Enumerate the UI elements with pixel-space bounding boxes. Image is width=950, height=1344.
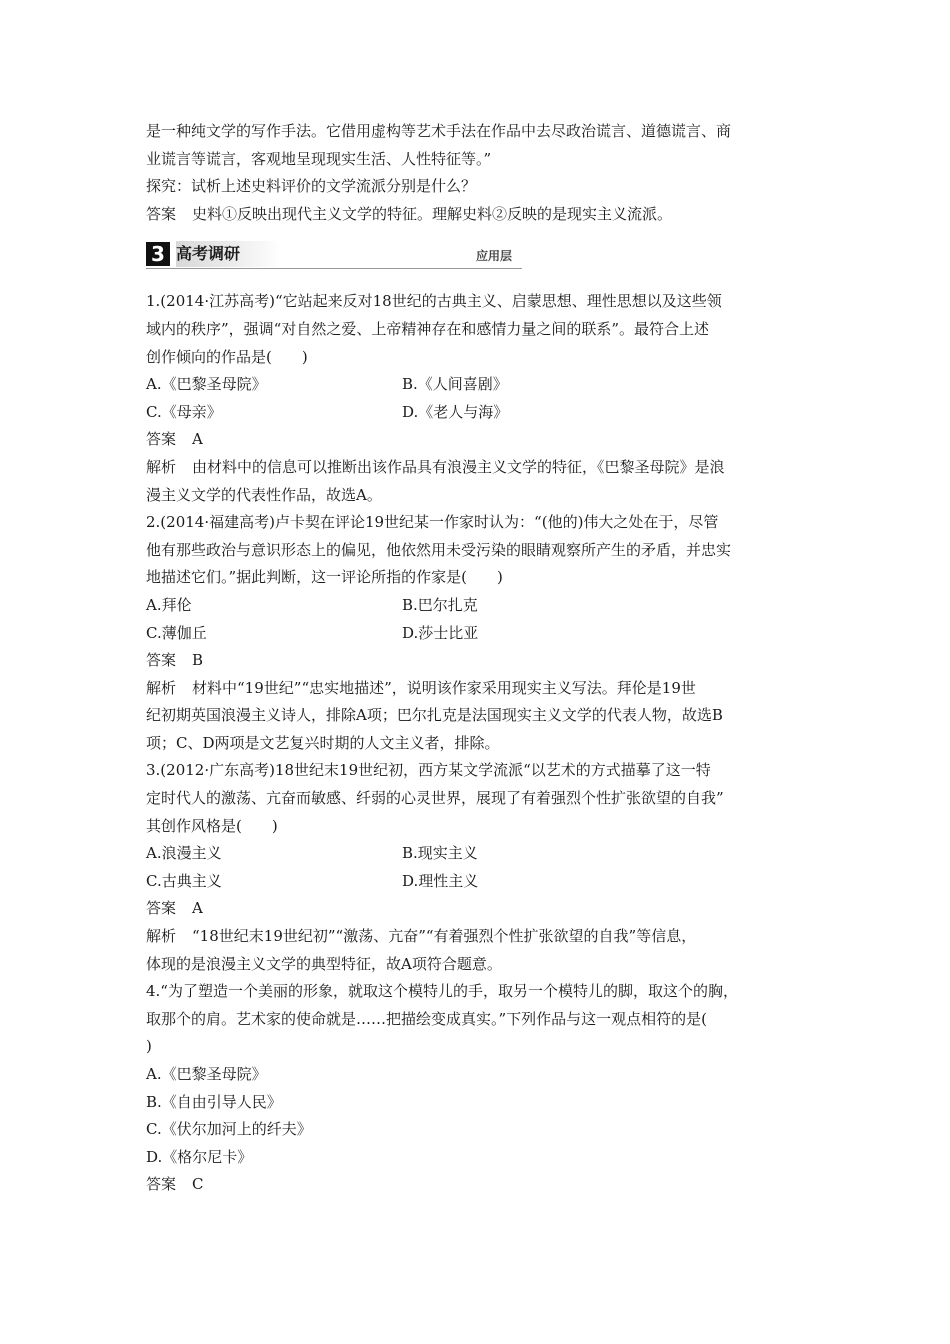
question-stem: 1.(2014·江苏高考)“它站起来反对18世纪的古典主义、启蒙思想、理性思想以及这些领: [146, 292, 722, 311]
section-title: 高考调研: [176, 241, 280, 267]
option-c: C.古典主义: [146, 871, 222, 890]
options-row: [146, 399, 812, 427]
answer-line: [146, 895, 812, 923]
document-content: [146, 118, 812, 1199]
intro-question: 探究：试析上述史料评价的文学流派分别是什么？: [146, 177, 477, 196]
options-row: [146, 592, 812, 620]
options-row: [146, 620, 812, 648]
analysis-line: [146, 923, 812, 951]
analysis-text: 体现的是浪漫主义文学的典型特征，故A项符合题意。: [146, 954, 502, 973]
analysis-tag: 解析: [146, 457, 177, 476]
answer-value: A: [192, 899, 203, 918]
analysis-line: [146, 454, 812, 482]
section-rule: [146, 268, 522, 269]
question-stem: ): [146, 1037, 152, 1056]
options-row: [146, 371, 812, 399]
answer-line: [146, 426, 812, 454]
intro-line: 业谎言等谎言，客观地呈现现实生活、人性特征等。”: [146, 149, 492, 168]
option-a: A.《巴黎圣母院》: [146, 375, 267, 394]
analysis-tag: 解析: [146, 678, 177, 697]
option-d: D.《老人与海》: [402, 402, 509, 421]
answer-tag: 答案: [146, 204, 177, 223]
answer-value: C: [192, 1175, 204, 1194]
option-b: B.《人间喜剧》: [402, 375, 508, 394]
option-c: C.薄伽丘: [146, 623, 207, 642]
question-3: [146, 757, 812, 978]
option-b: B.《自由引导人民》: [146, 1092, 282, 1111]
analysis-tag: 解析: [146, 927, 177, 946]
answer-line: [146, 1171, 812, 1199]
analysis-text: 纪初期英国浪漫主义诗人，排除A项；巴尔扎克是法国现实主义文学的代表人物，故选B: [146, 706, 723, 725]
analysis-line: [146, 675, 812, 703]
question-4: [146, 978, 812, 1199]
analysis-text: 项；C、D两项是文艺复兴时期的人文主义者，排除。: [146, 733, 500, 752]
option-a: A.浪漫主义: [146, 844, 222, 863]
question-stem: 定时代人的激荡、亢奋而敏感、纤弱的心灵世界，展现了有着强烈个性扩张欲望的自我”: [146, 789, 724, 808]
answer-value: B: [192, 651, 204, 670]
question-stem: 其创作风格是( ): [146, 816, 278, 835]
option-c: C.《伏尔加河上的纤夫》: [146, 1120, 312, 1139]
answer-tag: 答案: [146, 430, 177, 449]
option-b: B.巴尔扎克: [402, 595, 478, 614]
question-stem: 3.(2012·广东高考)18世纪末19世纪初，西方某文学流派“以艺术的方式描摹了这一特: [146, 761, 711, 780]
option-a: A.《巴黎圣母院》: [146, 1065, 267, 1083]
answer-line: [146, 647, 812, 675]
section-level: 应用层: [476, 249, 513, 264]
intro-line: 是一种纯文学的写作手法。它借用虚构等艺术手法在作品中去尽政治谎言、道德谎言、商: [146, 122, 732, 140]
question-stem: 2.(2014·福建高考)卢卡契在评论19世纪某一作家时认为：“(他的)伟大之处在于，尽管: [146, 513, 719, 532]
answer-tag: 答案: [146, 1175, 177, 1194]
options-row: [146, 840, 812, 868]
answer-text: 史料①反映出现代主义文学的特征。理解史料②反映的是现实主义流派。: [192, 204, 673, 223]
question-stem: 取那个的肩。艺术家的使命就是……把描绘变成真实。”下列作品与这一观点相符的是(: [146, 1009, 708, 1028]
question-2: [146, 509, 812, 757]
intro-answer: [146, 201, 812, 229]
question-1: [146, 288, 812, 509]
option-d: D.理性主义: [402, 871, 479, 890]
answer-tag: 答案: [146, 651, 177, 670]
option-d: D.莎士比亚: [402, 623, 479, 642]
question-stem: 他有那些政治与意识形态上的偏见，他依然用未受污染的眼睛观察所产生的矛盾，并忠实: [146, 540, 732, 559]
question-stem: 域内的秩序”，强调“对自然之爱、上帝精神存在和感情力量之间的联系”。最符合上述: [146, 319, 710, 338]
options-row: [146, 868, 812, 896]
option-c: C.《母亲》: [146, 402, 222, 421]
analysis-text: “18世纪末19世纪初”“激荡、亢奋”“有着强烈个性扩张欲望的自我”等信息，: [192, 927, 697, 946]
answer-value: A: [192, 430, 203, 449]
section-header: [146, 234, 812, 280]
analysis-text: 漫主义文学的代表性作品，故选A。: [146, 485, 382, 504]
answer-tag: 答案: [146, 899, 177, 918]
section-number: 3: [146, 242, 170, 266]
question-stem: 创作倾向的作品是( ): [146, 347, 308, 366]
analysis-text: 由材料中的信息可以推断出该作品具有浪漫主义文学的特征，《巴黎圣母院》是浪: [192, 457, 725, 476]
intro-block: [146, 118, 812, 228]
option-a: A.拜伦: [146, 595, 192, 614]
option-d: D.《格尔尼卡》: [146, 1147, 253, 1166]
question-stem: 4.“为了塑造一个美丽的形象，就取这个模特儿的手，取另一个模特儿的脚，取这个的胸，: [146, 982, 738, 1001]
option-b: B.现实主义: [402, 844, 478, 863]
analysis-text: 材料中“19世纪”“忠实地描述”，说明该作家采用现实主义写法。拜伦是19世: [192, 678, 696, 697]
question-stem: 地描述它们。”据此判断，这一评论所指的作家是( ): [146, 568, 503, 587]
